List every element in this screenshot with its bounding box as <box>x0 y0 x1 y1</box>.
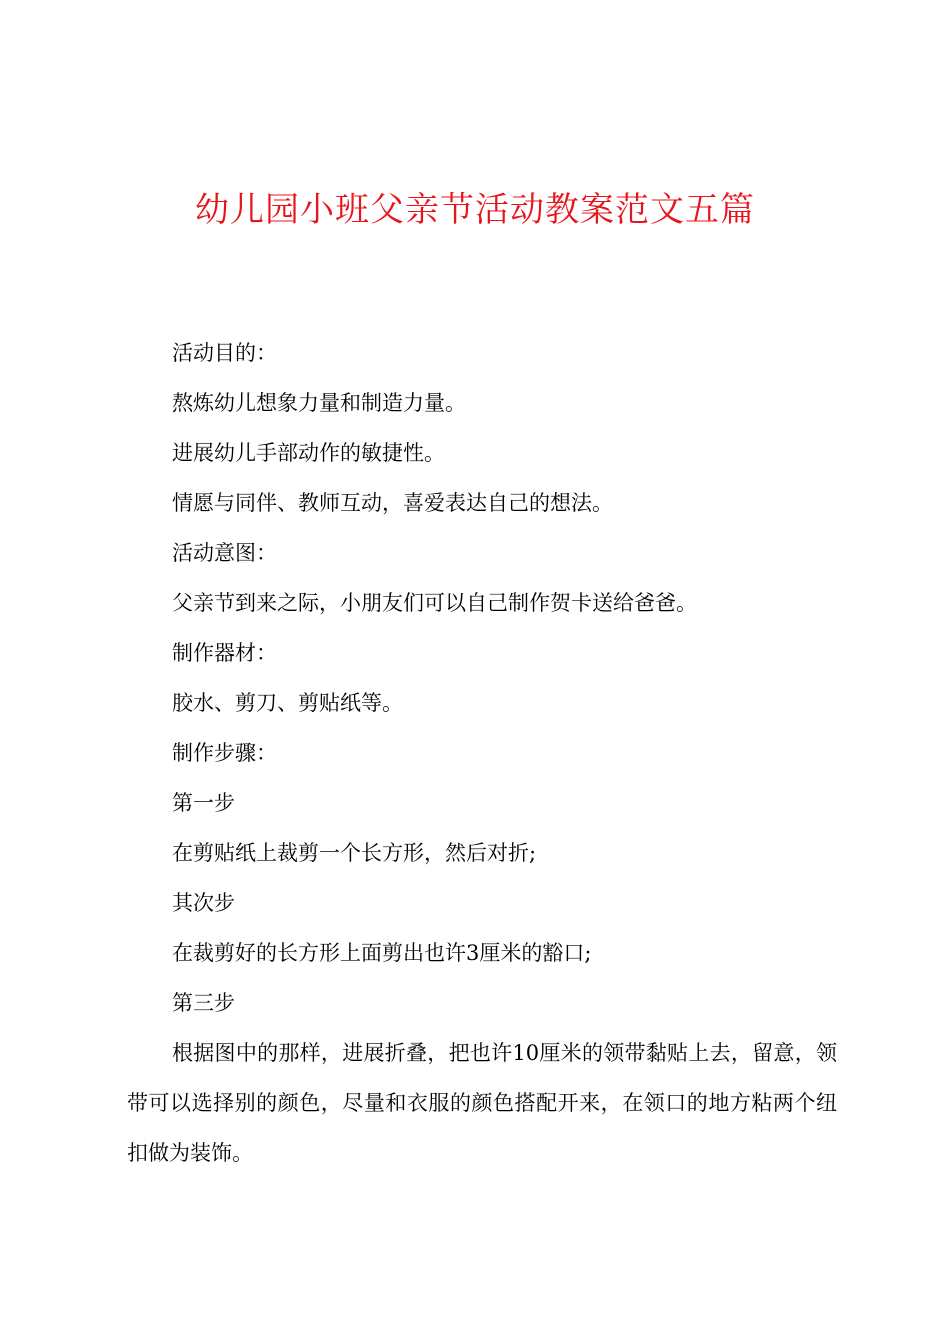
text-line: 父亲节到来之际，小朋友们可以自己制作贺卡送给爸爸。 <box>172 591 697 615</box>
text-line: 第三步 <box>172 991 235 1015</box>
text-line: 活动意图： <box>172 541 277 565</box>
text-line: 制作器材： <box>172 641 277 665</box>
final-paragraph: 根据图中的那样，进展折叠，把也许10厘米的领带黏贴上去，留意，领带可以选择别的颜色，尽量和衣服的颜色搭配开来，在领口的地方粘两个纽扣做为装饰。 <box>127 1041 837 1165</box>
text-line: 活动目的： <box>172 341 277 365</box>
text-line: 胶水、剪刀、剪贴纸等。 <box>172 691 403 715</box>
text-line: 制作步骤： <box>172 741 277 765</box>
text-line: 第一步 <box>172 791 235 815</box>
text-line: 熬炼幼儿想象力量和制造力量。 <box>172 391 466 415</box>
text-line: 在裁剪好的长方形上面剪出也许3厘米的豁口; <box>172 941 592 965</box>
text-line: 在剪贴纸上裁剪一个长方形，然后对折; <box>172 841 537 865</box>
text-line: 进展幼儿手部动作的敏捷性。 <box>172 441 445 465</box>
text-line: 情愿与同伴、教师互动，喜爱表达自己的想法。 <box>172 491 613 515</box>
text-line: 其次步 <box>172 891 235 915</box>
document-body <box>127 336 837 1178</box>
document-title: 幼儿园小班父亲节活动教案范文五篇 <box>195 190 755 230</box>
